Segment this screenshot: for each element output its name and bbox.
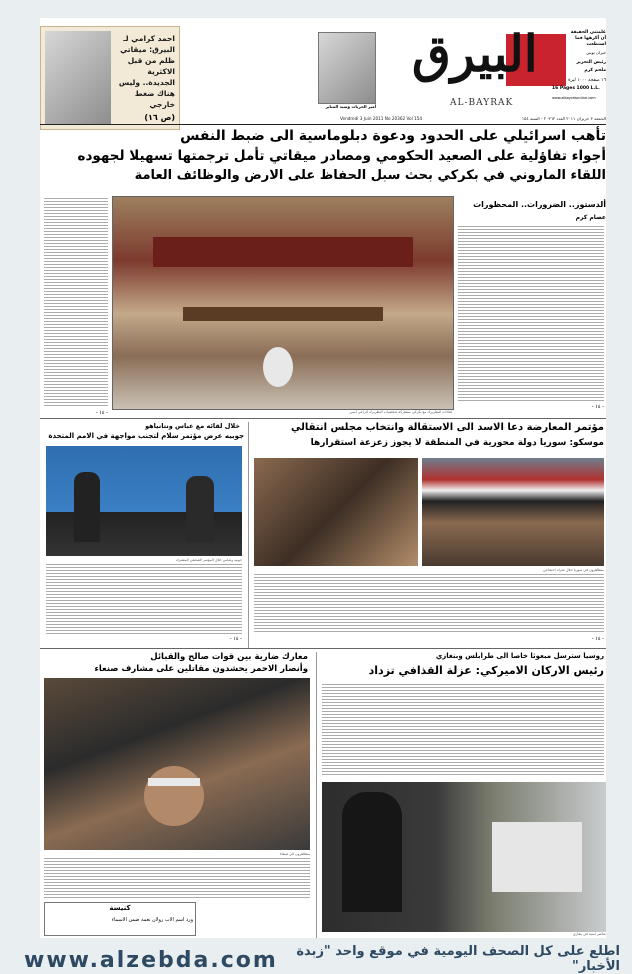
masthead-founder: جبران تويني xyxy=(585,50,606,55)
yemen-photo-caption: متظاهرون في صنعاء xyxy=(279,852,310,856)
syria-photo-caption: متظاهرون في سوريا خلال تحرك احتجاجي xyxy=(543,568,604,572)
abbas-cont: - ١٤ - xyxy=(229,636,242,642)
syria-cont: - ١٤ - xyxy=(591,636,604,642)
top-promo-page-ref: (ص ١٦) xyxy=(144,113,175,122)
main-headline-3: اللقاء الماروني في بكركي بحث سبل الحفاظ على الارض والوظائف العامة xyxy=(134,168,606,183)
syria-text xyxy=(254,574,604,634)
abbas-kicker: خلال لقائه مع عباس ونتانياهو xyxy=(145,422,240,430)
price-en: 16 Pages 1000 L.L. xyxy=(552,86,600,91)
masthead-logo: البيرق xyxy=(412,24,538,83)
website-url: www.albayrakonline.com xyxy=(552,96,596,100)
libya-photo-caption: عناصر امنية في بنغازي xyxy=(572,932,606,936)
masthead-slogan: علمتني الحقيقة أن أكرهها فما استطعت xyxy=(570,30,606,47)
syria-photo-right xyxy=(422,458,604,566)
top-promo-box xyxy=(40,26,180,130)
libya-kicker: روسيا سترسل مبعوثا خاصا الى طرابلس وبنغازي xyxy=(435,652,604,660)
footer-website[interactable]: www.alzebda.com xyxy=(24,948,278,973)
karami-photo xyxy=(45,31,111,125)
editorial-cont: - ١٤ - xyxy=(591,404,604,410)
libya-photo xyxy=(322,782,606,932)
editorial-text xyxy=(458,226,604,402)
left-column-cont: - ١٤ - xyxy=(95,410,108,416)
editor-label: رئيس التحرير xyxy=(576,60,606,65)
main-headline-1: تأهب اسرائيلي على الحدود ودعوة دبلوماسية الى ضبط النفس xyxy=(180,128,606,144)
libya-text xyxy=(322,684,604,776)
church-box-title: كنيسة xyxy=(109,904,131,912)
center-photo-caption: لقاءات البطريرك مع بكركي بمشاركة شخصيات البطريرك الراعي أمس xyxy=(349,410,452,414)
yemen-headline-2: وأنصار الاحمر يحشدون مقاتلين على مشارف صنعاء xyxy=(94,664,308,674)
editor-photo xyxy=(318,32,376,104)
syria-photo-left xyxy=(254,458,418,566)
price-ar: ١٦ صفحة ١٠٠٠ ليرة xyxy=(568,78,606,83)
syria-headline: مؤتمر المعارضة دعا الاسد الى الاستقالة وانتخاب مجلس انتقالي xyxy=(290,422,604,433)
editor-name: ملحم كرم xyxy=(584,68,606,73)
church-box xyxy=(44,902,196,936)
footer-promo: اطلع على كل الصحف اليومية في موقع واحد "زبدة الأخبار" xyxy=(296,944,620,974)
yemen-text xyxy=(44,858,310,900)
syria-subhead: موسكو: سوريا دولة محورية في المنطقة لا يجوز زعزعة استقرارها xyxy=(310,438,604,448)
editorial-author: عصام كرم xyxy=(575,214,606,221)
top-promo-headline: احمد كرامي لـ البيرق: ميقاتي ظلم من قبل الاكثرية الجديدة.. وليس هناك ضغط خارجي xyxy=(118,34,175,109)
abbas-text xyxy=(46,564,242,634)
bkerke-photo xyxy=(112,196,454,410)
yemen-photo xyxy=(44,678,310,850)
editorial-title: ألدستور.. الضرورات.. المحظورات xyxy=(473,200,606,209)
editor-photo-caption: أمير الحريات وسيد المنابر xyxy=(325,104,376,109)
date-ar: الجمعة ٣ حزيران ٢٠١١ العدد ٢٠٣٦٢ - السنة ١٥٤ xyxy=(521,116,606,121)
date-en: Vendredi 3 Juin 2011 No 20362 Vol 154 xyxy=(340,116,423,121)
church-box-text: ورد اسم الاب رولان نعمة ضمن الاسماء xyxy=(111,917,193,923)
abbas-headline: جوبيه عرض مؤتمر سلام لتجنب مواجهة في الامم المتحدة xyxy=(48,432,244,440)
masthead-latin: AL-BAYRAK xyxy=(450,98,514,108)
abbas-photo xyxy=(46,446,242,556)
left-text-column xyxy=(44,198,108,408)
newspaper-page xyxy=(40,18,606,938)
yemen-headline-1: معارك ضارية بين قوات صالح والقبائل xyxy=(150,652,308,662)
libya-headline: رئيس الاركان الاميركي: عزلة القذافي تزداد xyxy=(368,664,604,677)
abbas-photo-caption: جوبيه وعباس خلال المؤتمر الصحفي المشترك xyxy=(175,558,242,562)
main-headline-2: أجواء تفاؤلية على الصعيد الحكومي ومصادر ميقاتي تأمل ترجمتها تسهيلا لجهوده xyxy=(77,148,606,164)
